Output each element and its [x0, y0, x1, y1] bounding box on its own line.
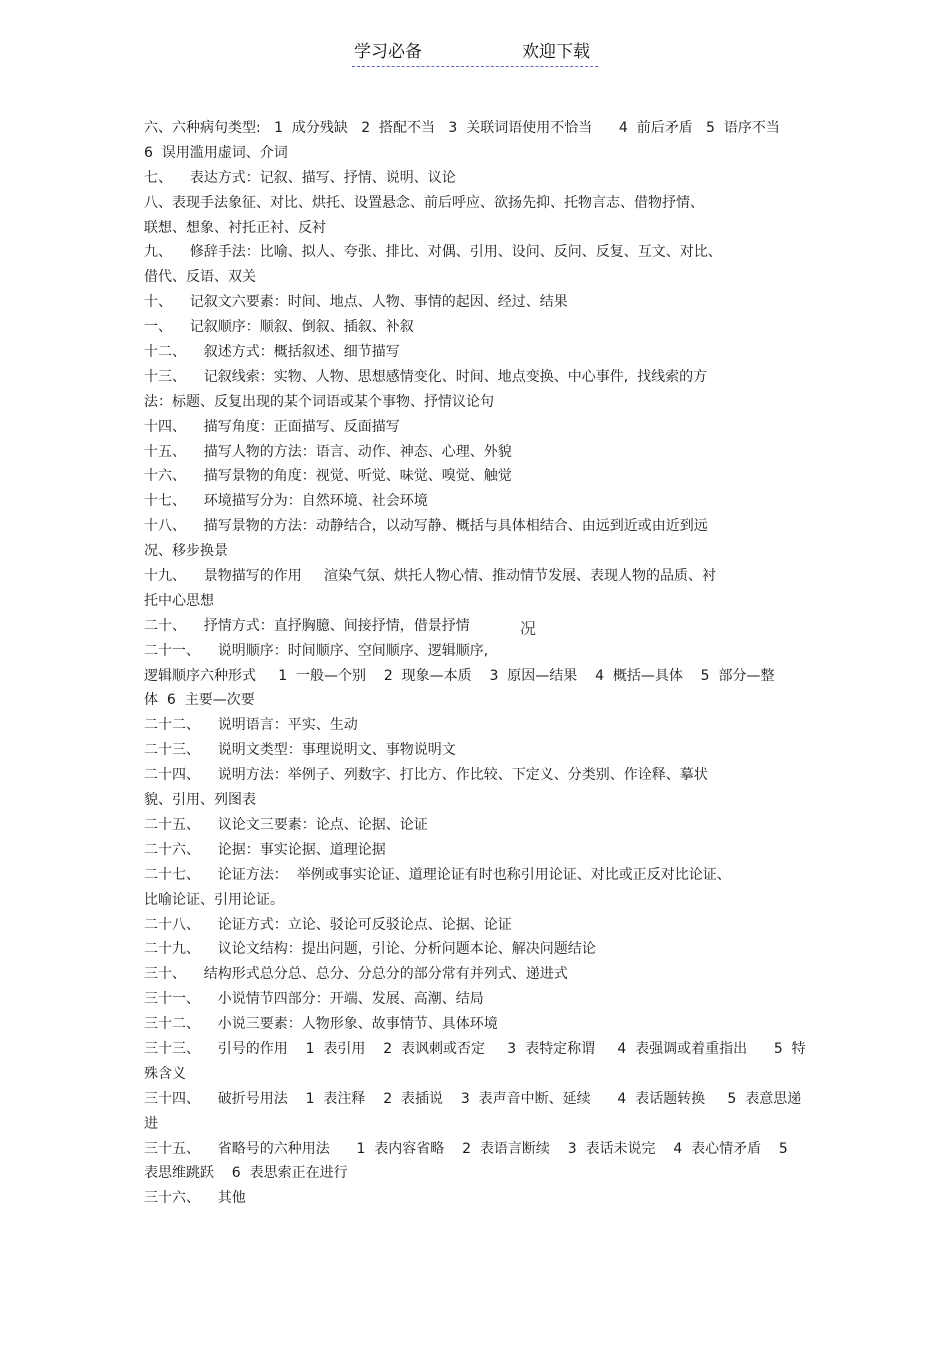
header-left-text: 学习必备	[354, 42, 422, 62]
text-line: 二十三、 说明文类型：事理说明文、事物说明文	[144, 742, 456, 759]
text-line: 借代、反语、双关	[144, 269, 256, 286]
text-line: 十二、 叙述方式：概括叙述、细节描写	[144, 344, 400, 361]
text-line: 进	[144, 1115, 158, 1132]
text-line: 十九、 景物描写的作用 渲染气氛、烘托人物心情、推动情节发展、表现人物的品质、衬	[144, 568, 717, 585]
text-line: 殊含义	[144, 1065, 186, 1082]
text-line: 十五、 描写人物的方法：语言、动作、神态、心理、外貌	[144, 443, 512, 460]
text-line: 三十四、 破折号用法 1 表注释 2 表插说 3 表声音中断、延续 4 表话题转换 5 表意思递	[144, 1090, 802, 1107]
text-line: 三十五、 省略号的六种用法 1 表内容省略 2 表语言断续 3 表话未说完 4 表心情矛盾 5	[144, 1140, 788, 1157]
text-line: 二十八、 论证方式：立论、驳论可反驳论点、论据、论证	[144, 916, 512, 933]
text-line: 二十一、 说明顺序：时间顺序、空间顺序、逻辑顺序,	[144, 642, 489, 659]
text-line: 二十四、 说明方法：举例子、列数字、打比方、作比较、下定义、分类别、作诠释、摹状	[144, 767, 708, 784]
text-line: 二十九、 议论文结构：提出问题，引论、分析问题本论、解决问题结论	[144, 941, 596, 958]
text-line: 七、 表达方式：记叙、描写、抒情、说明、议论	[144, 169, 456, 186]
document-body	[144, 116, 816, 1211]
text-line: 逻辑顺序六种形式 1 一般—个别 2 现象—本质 3 原因—结果 4 概括—具体 5 部分—整	[144, 667, 775, 684]
text-line: 三十二、 小说三要素：人物形象、故事情节、具体环境	[144, 1016, 498, 1033]
text-line: 比喻论证、引用论证。	[144, 891, 284, 908]
text-line: 联想、想象、衬托正衬、反衬	[144, 219, 326, 236]
text-line: 二十五、 议论文三要素：论点、论据、论证	[144, 816, 428, 833]
header-right-text: 欢迎下载	[522, 42, 590, 62]
text-line: 二十、 抒情方式：直抒胸臆、间接抒情，借景抒情	[144, 617, 470, 634]
text-line: 十七、 环境描写分为：自然环境、社会环境	[144, 493, 428, 510]
stray-glyph-mark: 况	[520, 619, 537, 638]
text-line: 三十三、 引号的作用 1 表引用 2 表讽刺或否定 3 表特定称谓 4 表强调或着重指出 5 特	[144, 1040, 806, 1057]
text-line: 十三、 记叙线索：实物、人物、思想感情变化、时间、地点变换、中心事件, 找线索的方	[144, 368, 708, 385]
text-line: 二十七、 论证方法： 举例或事实论证、道理论证有时也称引用论证、对比或正反对比论证、	[144, 866, 731, 883]
text-line: 貌、引用、列图表	[144, 792, 256, 809]
text-line: 三十一、 小说情节四部分：开端、发展、高潮、结局	[144, 991, 484, 1008]
text-line: 托中心思想	[144, 592, 214, 609]
text-line: 况、移步换景	[144, 543, 228, 560]
text-line: 三十、 结构形式总分总、总分、分总分的部分常有并列式、递进式	[144, 966, 568, 983]
text-line: 八、表现手法象征、对比、烘托、设置悬念、前后呼应、欲扬先抑、托物言志、借物抒情、	[144, 194, 704, 211]
text-line: 十八、 描写景物的方法：动静结合，以动写静、概括与具体相结合、由远到近或由近到远	[144, 518, 708, 535]
text-line: 二十二、 说明语言：平实、生动	[144, 717, 358, 734]
text-line: 九、 修辞手法：比喻、拟人、夸张、排比、对偶、引用、设问、反问、反复、互文、对比、	[144, 244, 722, 261]
text-line: 十四、 描写角度：正面描写、反面描写	[144, 418, 400, 435]
text-line: 表思维跳跃 6 表思索正在进行	[144, 1165, 348, 1182]
page-header	[352, 40, 598, 67]
text-line: 二十六、 论据：事实论据、道理论据	[144, 841, 386, 858]
text-line: 十、 记叙文六要素：时间、地点、人物、事情的起因、经过、结果	[144, 294, 568, 311]
text-line: 体 6 主要—次要	[144, 692, 255, 709]
text-line: 十六、 描写景物的角度：视觉、听觉、味觉、嗅觉、触觉	[144, 468, 512, 485]
text-line: 一、 记叙顺序：顺叙、倒叙、插叙、补叙	[144, 319, 414, 336]
text-line: 六、六种病句类型: 1 成分残缺 2 搭配不当 3 关联词语使用不恰当 4 前后矛盾 5 语序不当	[144, 120, 780, 136]
text-line: 三十六、 其他	[144, 1190, 246, 1207]
text-line: 6 误用滥用虚词、介词	[144, 144, 288, 161]
text-line: 法：标题、反复出现的某个词语或某个事物、抒情议论句	[144, 393, 494, 410]
